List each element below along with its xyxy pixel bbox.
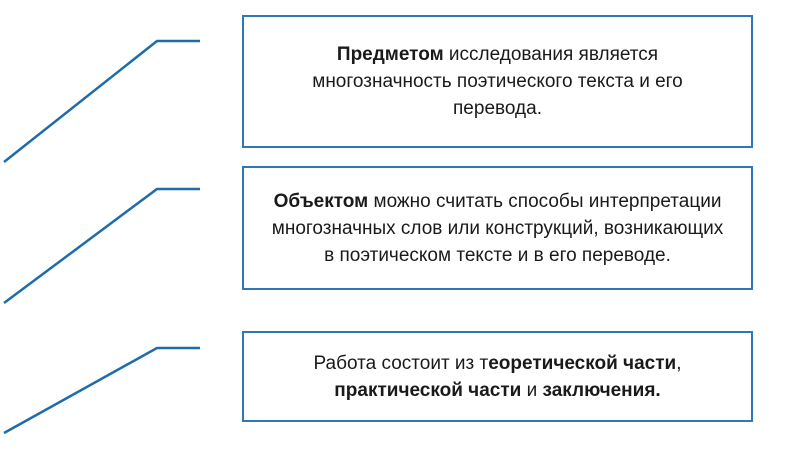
conclusion-keyword: заключения. xyxy=(542,379,661,401)
subject-description: исследования является многозначность поэтического текста и его перевода. xyxy=(312,44,683,119)
structure-text-c: и xyxy=(521,379,543,401)
connector-line-3 xyxy=(4,348,200,433)
subject-box xyxy=(242,15,753,148)
connector-line-1 xyxy=(4,41,200,162)
object-keyword: Объектом xyxy=(273,190,369,212)
structure-text xyxy=(244,350,751,404)
practice-part-keyword: практической части xyxy=(334,379,522,401)
object-description: можно считать способы интерпретации многозначных слов или конструкций, возникающих в поэтическом тексте и в его переводе. xyxy=(271,190,724,266)
object-box xyxy=(242,166,753,290)
object-text xyxy=(244,188,751,269)
structure-text-b: , xyxy=(676,352,682,374)
structure-text-a: Работа состоит из т xyxy=(313,352,489,374)
connector-line-2 xyxy=(4,189,200,303)
subject-keyword: Предметом xyxy=(336,44,444,65)
theory-part-keyword: еоретической части xyxy=(488,352,677,374)
subject-text xyxy=(244,41,751,122)
structure-box xyxy=(242,331,753,422)
